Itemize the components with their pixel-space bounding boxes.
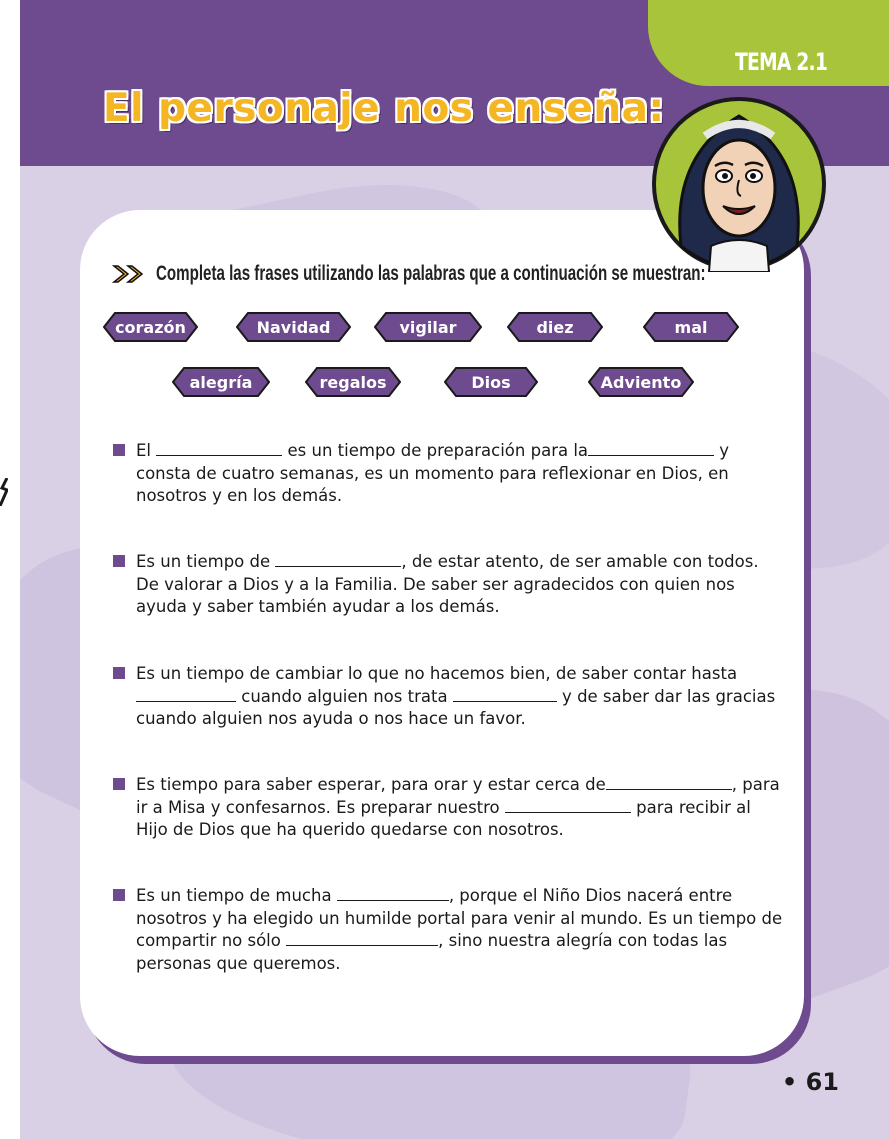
exercise-text: Es tiempo para saber esperar, para orar y estar cerca de , para ir a Misa y confesarnos. Es preparar nuestro para recibir al Hijo de Dios que ha querido quedarse con nosotros. [136,775,780,839]
tema-label: TEMA 2.1 [734,48,827,76]
bullet-square [113,555,125,567]
word-tag-label: corazón [115,317,186,337]
word-tag-label: vigilar [399,317,457,337]
word-tag [236,312,351,342]
answer-blank[interactable] [337,886,449,901]
exercise-item [113,885,783,975]
double-chevron-icon [112,263,148,285]
word-tag [172,367,270,397]
page-number: • 61 [781,1068,839,1096]
instruction-text: Completa las frases utilizando las palabras que a continuación se muestran: [156,262,706,285]
bullet-square [113,778,125,790]
exercise-item [113,663,783,731]
exercise-text: El es un tiempo de preparación para la y consta de cuatro semanas, es un momento para reflexionar en Dios, en nosotros y en los demás. [136,441,730,505]
decorative-mark [0,478,8,506]
word-tag-label: Adviento [600,372,682,392]
exercise-item [113,440,783,508]
page-title: El personaje nos enseña: [103,86,665,131]
word-tag [103,312,198,342]
instruction [112,262,889,286]
answer-blank[interactable] [275,552,401,567]
exercise-item [113,774,783,842]
word-tag [444,367,538,397]
word-tag [507,312,603,342]
word-tag-label: alegría [189,372,253,392]
answer-blank[interactable] [453,687,557,702]
bullet-square [113,444,125,456]
answer-blank[interactable] [136,687,236,702]
exercise-item [113,551,783,619]
exercise-text: Es un tiempo de cambiar lo que no hacemos bien, de saber contar hasta cuando alguien nos trata y de saber dar las gracias cuando alguien nos ayuda o nos hace un favor. [136,664,776,728]
word-tag [588,367,694,397]
word-tag-label: diez [536,317,574,337]
word-tag [643,312,739,342]
exercise-text: Es un tiempo de mucha , porque el Niño Dios nacerá entre nosotros y ha elegido un humilde portal para venir al mundo. Es un tiempo de compartir no sólo , sino nuestra alegría con todas las personas que queremos. [136,886,783,973]
tema-tab [648,0,889,86]
word-tag-label: mal [674,317,708,337]
answer-blank[interactable] [156,441,282,456]
word-tag-label: Dios [471,372,511,392]
bullet-square [113,889,125,901]
nun-character-illustration [651,96,827,272]
word-tag [305,367,401,397]
word-tag-label: regalos [319,372,387,392]
exercise-text: Es un tiempo de , de estar atento, de ser amable con todos. De valorar a Dios y a la Familia. De saber ser agradecidos con quien nos ayuda y saber también ayudar a los demás. [136,552,759,616]
word-tag [374,312,482,342]
word-tag-label: Navidad [256,317,331,337]
bullet-square [113,667,125,679]
answer-blank[interactable] [588,441,714,456]
answer-blank[interactable] [505,798,631,813]
answer-blank[interactable] [286,931,438,946]
answer-blank[interactable] [606,775,732,790]
